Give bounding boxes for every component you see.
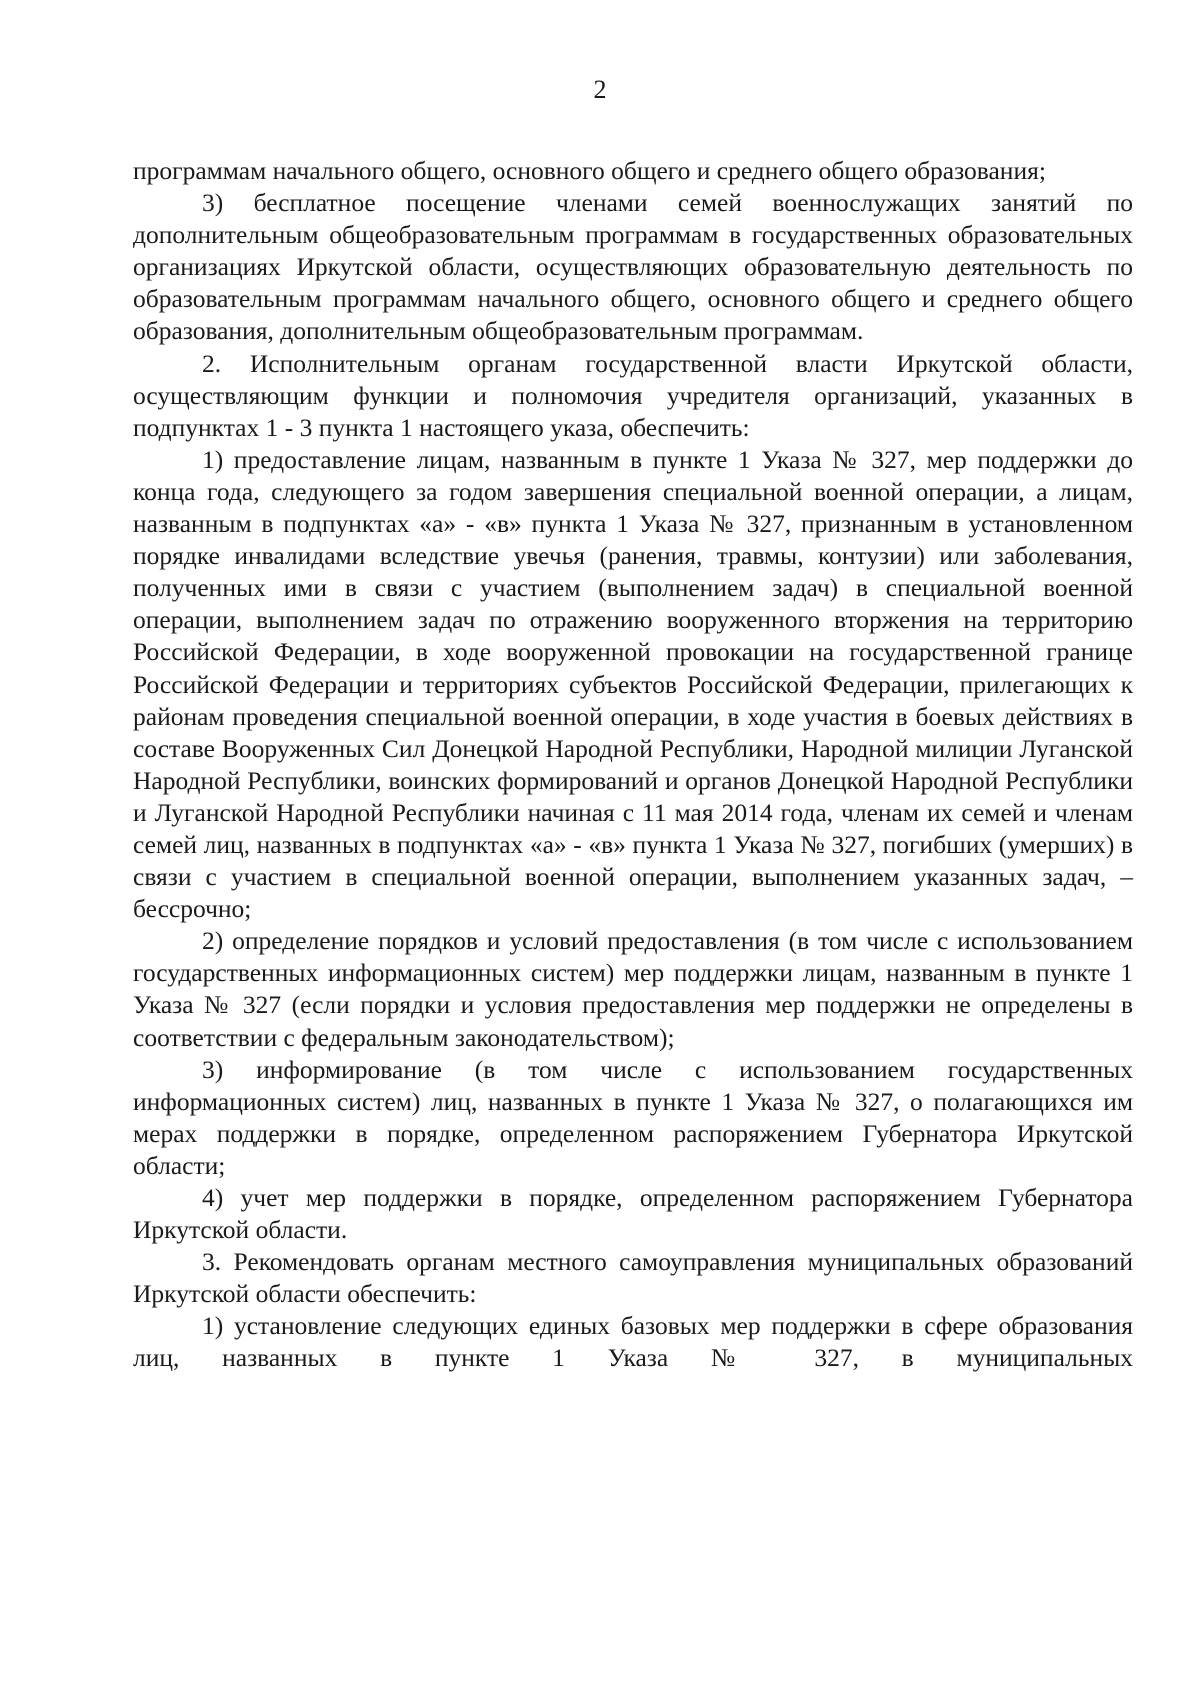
paragraph-clause-2-item-2: 2) определение порядков и условий предоставления (в том числе с использованием государственных информационных систем) мер поддержки лицам, названным в пункте 1 Указа № 327 (если порядки и условия предоставления мер поддержки не определены в соответствии с федеральным законодательством); <box>133 926 1133 1052</box>
paragraph-item-3-free-attendance: 3) бесплатное посещение членами семей военнослужащих занятий по дополнительным общеобразовательным программам в государственных образовательных организациях Иркутской области, осуществляющих образовательную деятельность по образовательным программам начального общего, основного общего и среднего общего образования, дополнительным общеобразовательным программам. <box>133 188 1133 346</box>
paragraph-clause-3: 3. Рекомендовать органам местного самоуправления муниципальных образований Иркутской области обеспечить: <box>133 1247 1133 1309</box>
document-body <box>133 155 1133 1375</box>
paragraph-continuation: программам начального общего, основного общего и среднего общего образования; <box>133 156 1046 185</box>
paragraph-clause-3-item-1: 1) установление следующих единых базовых мер поддержки в сфере образования лиц, названных в пункте 1 Указа № 327, в муниципальных <box>133 1311 1133 1373</box>
paragraph-clause-2-item-1: 1) предоставление лицам, названным в пункте 1 Указа № 327, мер поддержки до конца года, следующего за годом завершения специальной военной операции, а лицам, названным в подпунктах «а» - «в» пункта 1 Указа № 327, признанным в установленном порядке инвалидами вследствие увечья (ранения, травмы, контузии) или заболевания, полученных ими в связи с участием (выполнением задач) в специальной военной операции, выполнением задач по отражению вооруженного вторжения на территорию Российской Федерации, в ходе вооруженной провокации на государственной границе Российской Федерации и территориях субъектов Российской Федерации, прилегающих к районам проведения специальной военной операции, в ходе участия в боевых действиях в составе Вооруженных Сил Донецкой Народной Республики, Народной милиции Луганской Народной Республики, воинских формирований и органов Донецкой Народной Республики и Луганской Народной Республики начиная с 11 мая 2014 года, членам их семей и членам семей лиц, названных в подпунктах «а» - «в» пункта 1 Указа № 327, погибших (умерших) в связи с участием в специальной военной операции, выполнением указанных задач, – бессрочно; <box>133 444 1133 924</box>
paragraph-clause-2-item-3: 3) информирование (в том числе с использованием государственных информационных систем) лиц, названных в пункте 1 Указа № 327, о полагающихся им мерах поддержки в порядке, определенном распоряжением Губернатора Иркутской области; <box>133 1054 1133 1180</box>
paragraph-clause-2: 2. Исполнительным органам государственной власти Иркутской области, осуществляющим функции и полномочия учредителя организаций, указанных в подпунктах 1 - 3 пункта 1 настоящего указа, обеспечить: <box>133 348 1133 442</box>
page-number: 2 <box>593 75 607 104</box>
paragraph-clause-2-item-4: 4) учет мер поддержки в порядке, определенном распоряжением Губернатора Иркутской области. <box>133 1183 1133 1245</box>
